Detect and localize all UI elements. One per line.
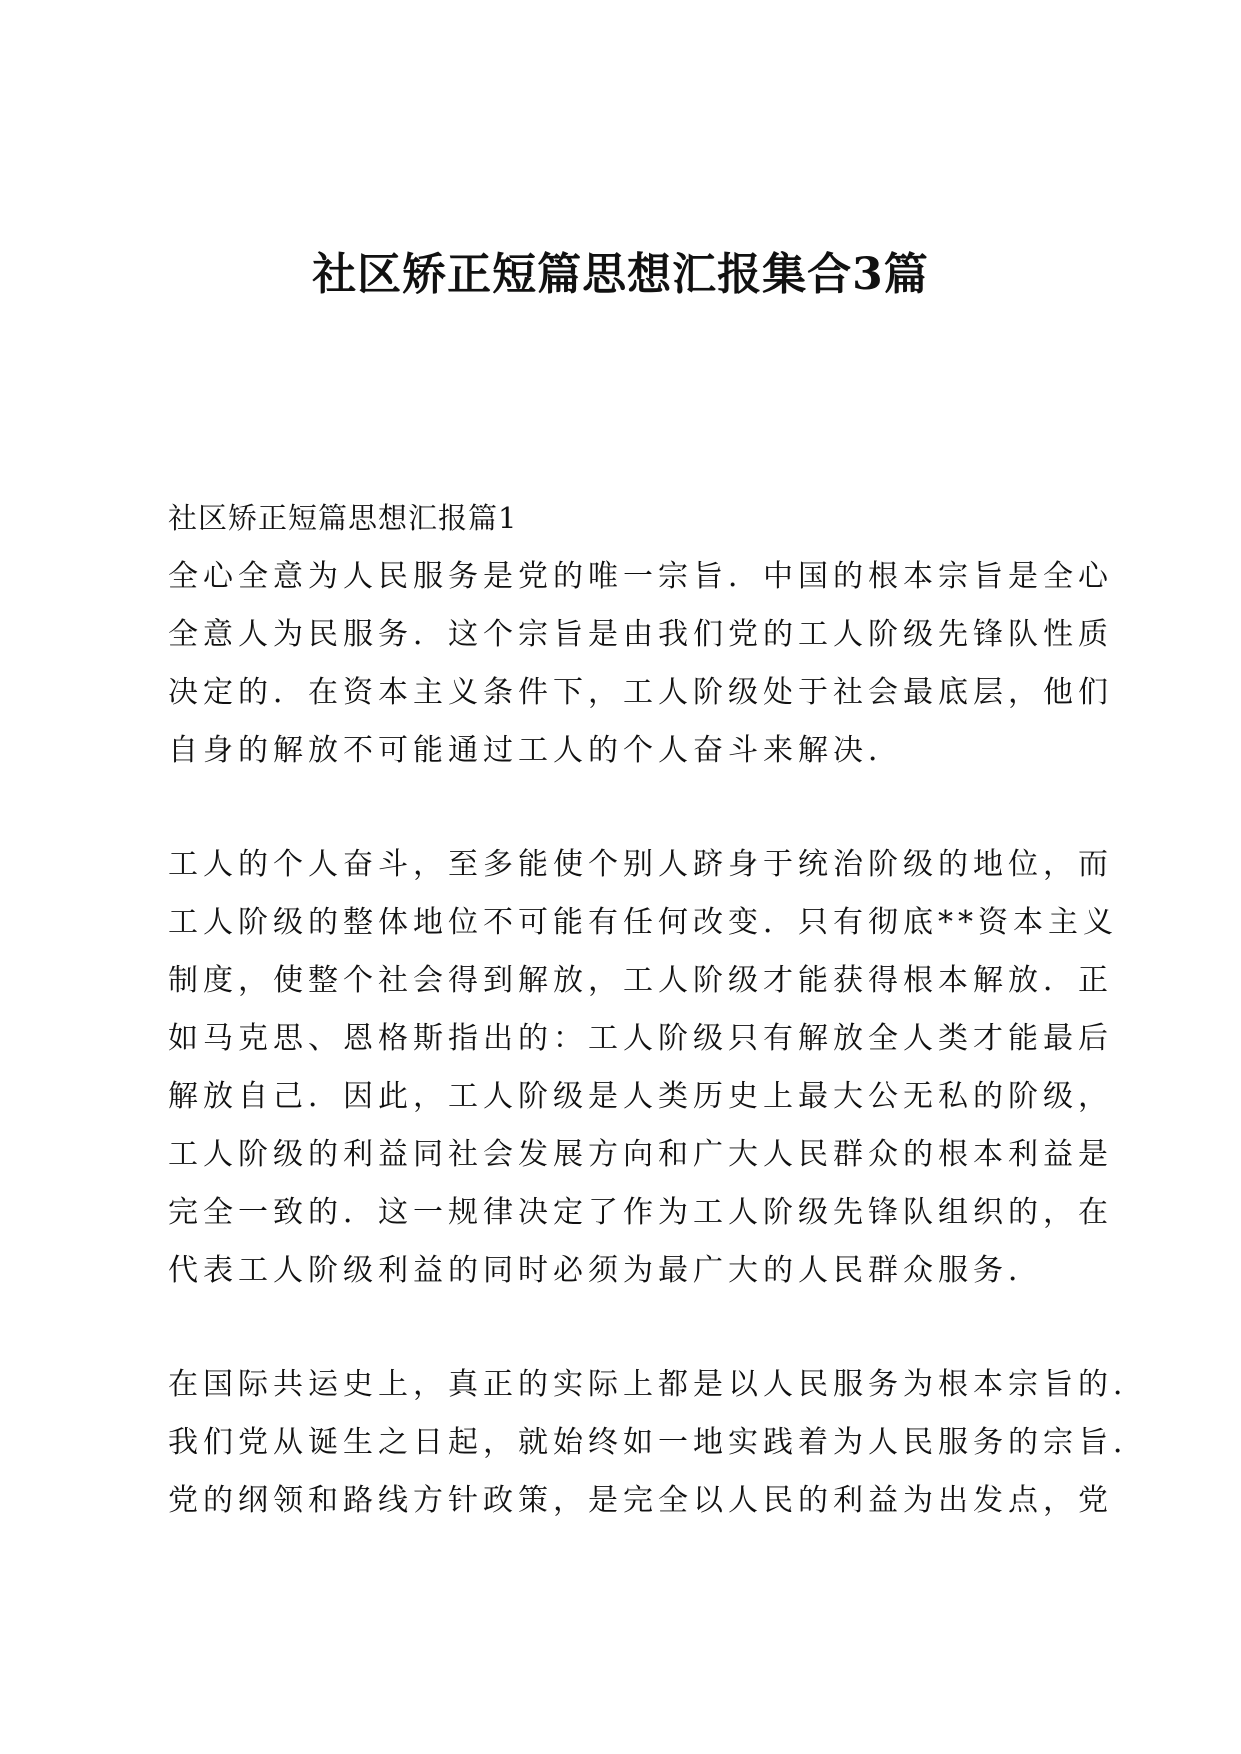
text-line: 全意人为民服务．这个宗旨是由我们党的工人阶级先锋队性质 xyxy=(168,617,1113,652)
text-line: 我们党从诞生之日起，就始终如一地实践着为人民服务的宗旨． xyxy=(168,1425,1148,1460)
text-line: 工人的个人奋斗，至多能使个别人跻身于统治阶级的地位，而 xyxy=(168,847,1113,882)
text-line: 自身的解放不可能通过工人的个人奋斗来解决． xyxy=(168,733,903,768)
section-heading: 社区矫正短篇思想汇报篇1 xyxy=(168,501,518,535)
paragraph-2 xyxy=(168,836,1118,1300)
document-body xyxy=(168,498,1148,1586)
text-line: 工人阶级的整体地位不可能有任何改变．只有彻底**资本主义 xyxy=(168,905,1118,940)
text-line: 代表工人阶级利益的同时必须为最广大的人民群众服务． xyxy=(168,1253,1043,1288)
text-line: 全心全意为人民服务是党的唯一宗旨．中国的根本宗旨是全心 xyxy=(168,559,1113,594)
text-line: 制度，使整个社会得到解放，工人阶级才能获得根本解放．正 xyxy=(168,963,1113,998)
paragraph-3 xyxy=(168,1356,1148,1530)
text-line: 在国际共运史上，真正的实际上都是以人民服务为根本宗旨的． xyxy=(168,1367,1148,1402)
text-line: 决定的．在资本主义条件下，工人阶级处于社会最底层，他们 xyxy=(168,675,1113,710)
text-line: 完全一致的．这一规律决定了作为工人阶级先锋队组织的，在 xyxy=(168,1195,1113,1230)
paragraph-1 xyxy=(168,548,1113,780)
document-title: 社区矫正短篇思想汇报集合3篇 xyxy=(312,249,929,300)
text-line: 党的纲领和路线方针政策，是完全以人民的利益为出发点，党 xyxy=(168,1483,1113,1518)
text-line: 如马克思、恩格斯指出的：工人阶级只有解放全人类才能最后 xyxy=(168,1021,1113,1056)
text-line: 工人阶级的利益同社会发展方向和广大人民群众的根本利益是 xyxy=(168,1137,1113,1172)
text-line: 解放自己．因此，工人阶级是人类历史上最大公无私的阶级， xyxy=(168,1079,1113,1114)
